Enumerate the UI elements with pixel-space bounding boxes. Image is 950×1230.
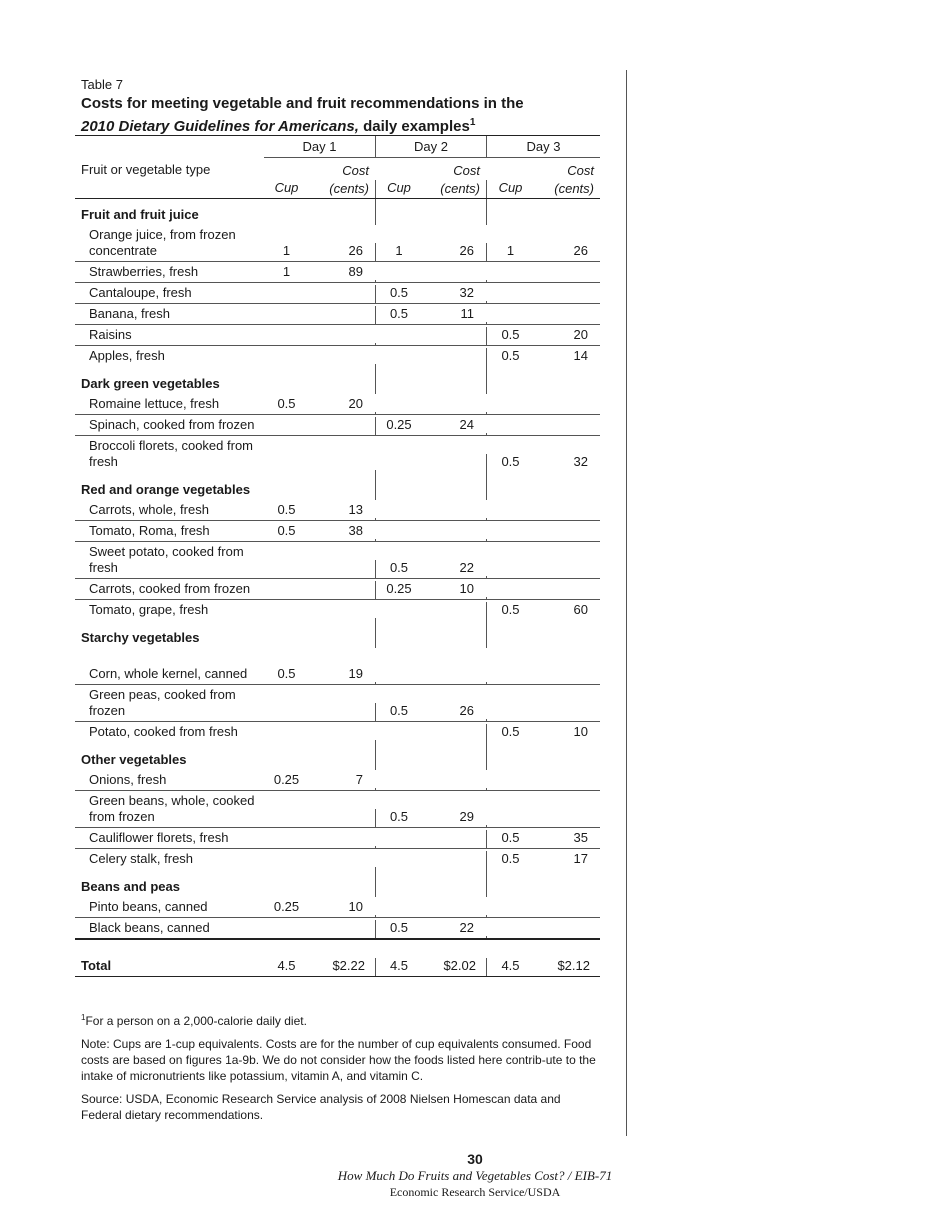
cup-cell: 0.5 bbox=[486, 602, 534, 620]
cup-cell bbox=[486, 825, 534, 827]
cup-cell: 0.5 bbox=[277, 502, 296, 517]
item-name: Spinach, cooked from frozen bbox=[89, 417, 255, 432]
table-row bbox=[75, 500, 600, 521]
cup-cell: 0.25 bbox=[273, 899, 300, 914]
cost-cell bbox=[534, 322, 600, 324]
cup-cell bbox=[375, 915, 422, 917]
table-row bbox=[75, 346, 600, 366]
cup-cell: 0.5 bbox=[277, 666, 296, 681]
total-cell: 4.5 bbox=[375, 958, 422, 976]
cup-cell: 0.5 bbox=[486, 327, 534, 345]
category-row bbox=[75, 472, 600, 500]
cup-cell: 0.5 bbox=[375, 560, 422, 578]
item-name: Sweet potato, cooked from fresh bbox=[89, 544, 244, 575]
cup-cell: 0.5 bbox=[486, 724, 534, 742]
cost-cell: 26 bbox=[573, 243, 588, 258]
source-text: Source: USDA, Economic Research Service analysis of 2008 Nielsen Homescan data and Federal dietary recommendations. bbox=[81, 1092, 561, 1122]
category-label: Fruit and fruit juice bbox=[81, 207, 199, 222]
item-name: Green peas, cooked from frozen bbox=[89, 687, 236, 718]
cup-cell: 0.5 bbox=[375, 306, 422, 324]
item-name: Orange juice, from frozen concentrate bbox=[89, 227, 236, 258]
category-row bbox=[75, 869, 600, 897]
item-name: Pinto beans, canned bbox=[89, 899, 208, 914]
cost-cell bbox=[309, 825, 375, 827]
total-cell: 4.5 bbox=[277, 958, 296, 973]
table-title-line1: Costs for meeting vegetable and fruit recommendations in the bbox=[81, 95, 524, 112]
table-row bbox=[75, 897, 600, 918]
cost-cell: 22 bbox=[459, 560, 474, 575]
cup-cell bbox=[375, 343, 422, 345]
day-header: Day 1 bbox=[264, 136, 375, 158]
cost-cell bbox=[534, 825, 600, 827]
cup-cell bbox=[486, 788, 534, 790]
cup-cell: 0.5 bbox=[375, 285, 422, 303]
table-header-days bbox=[75, 135, 600, 158]
cost-cell: 13 bbox=[348, 502, 363, 517]
cup-cell: 1 bbox=[375, 243, 422, 261]
cup-cell bbox=[264, 343, 309, 345]
cost-cell bbox=[534, 915, 600, 917]
item-name: Celery stalk, fresh bbox=[89, 851, 194, 866]
cup-cell bbox=[264, 719, 309, 721]
cost-cell bbox=[309, 301, 375, 303]
type-column-header: Fruit or vegetable type bbox=[81, 162, 211, 177]
cost-cell: 20 bbox=[348, 396, 363, 411]
cup-cell bbox=[264, 322, 309, 324]
item-name: Potato, cooked from fresh bbox=[89, 724, 238, 739]
item-name: Cantaloupe, fresh bbox=[89, 285, 192, 300]
table-title-rest: daily examples bbox=[358, 118, 470, 135]
page-margin-rule bbox=[626, 70, 627, 1136]
item-name: Onions, fresh bbox=[89, 772, 167, 787]
table-row bbox=[75, 325, 600, 346]
cup-cell: 0.5 bbox=[486, 454, 534, 472]
item-name: Black beans, canned bbox=[89, 920, 210, 935]
cup-cell: 0.25 bbox=[375, 417, 422, 435]
cup-cell bbox=[375, 280, 422, 282]
cost-cell bbox=[534, 597, 600, 599]
cost-cell: 32 bbox=[459, 285, 474, 300]
total-row bbox=[75, 938, 600, 977]
category-row bbox=[75, 742, 600, 770]
item-name: Banana, fresh bbox=[89, 306, 170, 321]
cost-cell bbox=[534, 936, 600, 938]
item-name: Cauliflower florets, fresh bbox=[89, 830, 229, 845]
cost-column-header: Cost (cents) bbox=[554, 163, 594, 196]
cup-cell bbox=[375, 518, 422, 520]
table-row bbox=[75, 849, 600, 869]
table-title-footnote-ref: 1 bbox=[469, 117, 476, 128]
cost-cell: 32 bbox=[573, 454, 588, 469]
cost-cell bbox=[534, 280, 600, 282]
cost-cell bbox=[422, 343, 486, 345]
note-text: Note: Cups are 1-cup equivalents. Costs are for the number of cup equivalents consumed. Food costs are based on figures 1a-9b. We do not consider how the foods listed here contrib-ute to the intake of micronutrients like potassium, vitamin A, and vitamin C. bbox=[81, 1037, 596, 1083]
cup-cell: 0.5 bbox=[375, 703, 422, 721]
day-header: Day 2 bbox=[375, 136, 486, 158]
cup-cell bbox=[486, 518, 534, 520]
cost-cell: 24 bbox=[459, 417, 474, 432]
cup-cell: 0.25 bbox=[273, 772, 300, 787]
cup-cell bbox=[486, 280, 534, 282]
category-label: Red and orange vegetables bbox=[81, 482, 251, 497]
cost-cell: 10 bbox=[573, 724, 588, 739]
cost-cell: 38 bbox=[348, 523, 363, 538]
category-label: Beans and peas bbox=[81, 879, 180, 894]
total-cell: 4.5 bbox=[486, 958, 534, 976]
item-name: Apples, fresh bbox=[89, 348, 165, 363]
cost-cell: 7 bbox=[355, 772, 363, 787]
total-cell: $2.22 bbox=[332, 958, 365, 973]
cost-cell: 10 bbox=[459, 581, 474, 596]
item-name: Green beans, whole, cooked from frozen bbox=[89, 793, 255, 824]
table-row bbox=[75, 770, 600, 791]
item-name: Corn, whole kernel, canned bbox=[89, 666, 248, 681]
cup-cell bbox=[264, 433, 309, 435]
cost-cell: 89 bbox=[348, 264, 363, 279]
cost-column-header: Cost (cents) bbox=[329, 163, 369, 196]
cost-cell: 29 bbox=[459, 809, 474, 824]
cost-cell bbox=[534, 301, 600, 303]
cup-cell: 0.5 bbox=[375, 920, 422, 938]
cost-cell bbox=[422, 280, 486, 282]
cost-cell bbox=[422, 539, 486, 541]
cup-cell: 0.5 bbox=[486, 830, 534, 848]
total-label: Total bbox=[81, 958, 112, 973]
cost-cell bbox=[309, 936, 375, 938]
total-cell: $2.12 bbox=[557, 958, 590, 973]
cost-cell: 11 bbox=[460, 306, 474, 321]
table-row bbox=[75, 918, 600, 938]
cost-cell: 26 bbox=[459, 243, 474, 258]
total-cell: $2.02 bbox=[443, 958, 476, 973]
cup-column-header: Cup bbox=[375, 180, 422, 198]
cup-cell bbox=[264, 576, 309, 578]
cost-cell: 14 bbox=[573, 348, 588, 363]
table-row bbox=[75, 542, 600, 579]
cup-cell bbox=[486, 539, 534, 541]
cost-cell bbox=[422, 788, 486, 790]
cost-cell bbox=[422, 682, 486, 684]
cost-cell bbox=[422, 846, 486, 848]
cost-cell bbox=[309, 343, 375, 345]
cup-cell: 1 bbox=[282, 264, 291, 279]
table-body bbox=[75, 199, 600, 938]
cost-cell: 10 bbox=[348, 899, 363, 914]
cup-cell bbox=[486, 412, 534, 414]
cup-cell bbox=[486, 597, 534, 599]
cost-cell bbox=[534, 682, 600, 684]
table-row bbox=[75, 283, 600, 304]
cost-cell bbox=[309, 719, 375, 721]
cost-cell bbox=[534, 412, 600, 414]
item-name: Tomato, Roma, fresh bbox=[89, 523, 210, 538]
table-title bbox=[81, 94, 621, 136]
cup-cell: 0.5 bbox=[486, 348, 534, 366]
cup-cell bbox=[264, 936, 309, 938]
item-name: Broccoli florets, cooked from fresh bbox=[89, 438, 254, 469]
cost-cell: 35 bbox=[573, 830, 588, 845]
item-name: Carrots, cooked from frozen bbox=[89, 581, 251, 596]
cup-cell: 0.5 bbox=[486, 851, 534, 869]
cup-cell bbox=[486, 915, 534, 917]
cup-cell: 1 bbox=[486, 243, 534, 261]
cup-column-header: Cup bbox=[274, 180, 299, 195]
cup-cell bbox=[375, 846, 422, 848]
table-row bbox=[75, 791, 600, 828]
cost-cell bbox=[534, 719, 600, 721]
cup-cell bbox=[486, 433, 534, 435]
table-row bbox=[75, 579, 600, 600]
cost-column-header: Cost (cents) bbox=[440, 163, 480, 196]
cost-cell bbox=[534, 788, 600, 790]
cup-cell bbox=[486, 936, 534, 938]
item-name: Raisins bbox=[89, 327, 132, 342]
cup-column-header: Cup bbox=[486, 180, 534, 198]
item-name: Romaine lettuce, fresh bbox=[89, 396, 220, 411]
page-number: 30 bbox=[467, 1151, 483, 1167]
cost-cell bbox=[309, 846, 375, 848]
cost-cell bbox=[422, 518, 486, 520]
cost-cell bbox=[422, 412, 486, 414]
report-title: How Much Do Fruits and Vegetables Cost? / EIB-71 bbox=[337, 1168, 613, 1183]
table-header-columns bbox=[75, 158, 600, 199]
cup-cell bbox=[375, 539, 422, 541]
cost-cell bbox=[534, 576, 600, 578]
cup-cell bbox=[486, 576, 534, 578]
table-row bbox=[75, 304, 600, 325]
table-row bbox=[75, 722, 600, 742]
cost-cell: 26 bbox=[348, 243, 363, 258]
cup-cell bbox=[375, 788, 422, 790]
table-row bbox=[75, 648, 600, 685]
cost-cell: 17 bbox=[573, 851, 588, 866]
cup-cell bbox=[264, 301, 309, 303]
cost-cell: 20 bbox=[573, 327, 588, 342]
cup-cell: 0.25 bbox=[375, 581, 422, 599]
day-header: Day 3 bbox=[486, 136, 600, 158]
cost-cell bbox=[309, 597, 375, 599]
cost-cell bbox=[534, 433, 600, 435]
table-row bbox=[75, 600, 600, 620]
cost-cell: 60 bbox=[573, 602, 588, 617]
cup-cell bbox=[486, 301, 534, 303]
cup-cell bbox=[264, 825, 309, 827]
table-notes bbox=[81, 1010, 601, 1130]
cost-cell bbox=[534, 518, 600, 520]
table-row bbox=[75, 225, 600, 262]
table-row bbox=[75, 436, 600, 472]
table-row bbox=[75, 415, 600, 436]
cost-cell: 19 bbox=[348, 666, 363, 681]
cost-cell: 22 bbox=[459, 920, 474, 935]
category-label: Dark green vegetables bbox=[81, 376, 220, 391]
category-label: Starchy vegetables bbox=[81, 630, 200, 645]
table-row bbox=[75, 828, 600, 849]
cup-cell bbox=[375, 412, 422, 414]
category-row bbox=[75, 199, 600, 225]
cost-cell bbox=[422, 915, 486, 917]
table-row bbox=[75, 262, 600, 283]
category-row bbox=[75, 366, 600, 394]
category-label: Other vegetables bbox=[81, 752, 187, 767]
cup-cell bbox=[486, 719, 534, 721]
table-label: Table 7 bbox=[81, 77, 123, 92]
cup-cell: 0.5 bbox=[277, 523, 296, 538]
cup-cell bbox=[264, 597, 309, 599]
cup-cell bbox=[264, 846, 309, 848]
cost-cell: 26 bbox=[459, 703, 474, 718]
category-row bbox=[75, 620, 600, 648]
item-name: Tomato, grape, fresh bbox=[89, 602, 209, 617]
cost-cell bbox=[309, 433, 375, 435]
agency-name: Economic Research Service/USDA bbox=[389, 1185, 561, 1199]
cost-cell bbox=[534, 539, 600, 541]
cost-table bbox=[75, 135, 600, 977]
cup-cell: 0.5 bbox=[375, 809, 422, 827]
cup-cell: 0.5 bbox=[277, 396, 296, 411]
table-title-italic: 2010 Dietary Guidelines for Americans, bbox=[81, 118, 359, 135]
cost-cell bbox=[309, 576, 375, 578]
table-row bbox=[75, 521, 600, 542]
item-name: Strawberries, fresh bbox=[89, 264, 199, 279]
table-row bbox=[75, 394, 600, 415]
cup-cell bbox=[375, 682, 422, 684]
cup-cell bbox=[486, 682, 534, 684]
footnote: $^1$For a person on a 2,000-calorie daily diet. bbox=[81, 1013, 307, 1028]
table-row bbox=[75, 685, 600, 722]
cup-cell bbox=[486, 322, 534, 324]
cost-cell bbox=[309, 322, 375, 324]
cup-cell: 1 bbox=[282, 243, 291, 258]
item-name: Carrots, whole, fresh bbox=[89, 502, 209, 517]
